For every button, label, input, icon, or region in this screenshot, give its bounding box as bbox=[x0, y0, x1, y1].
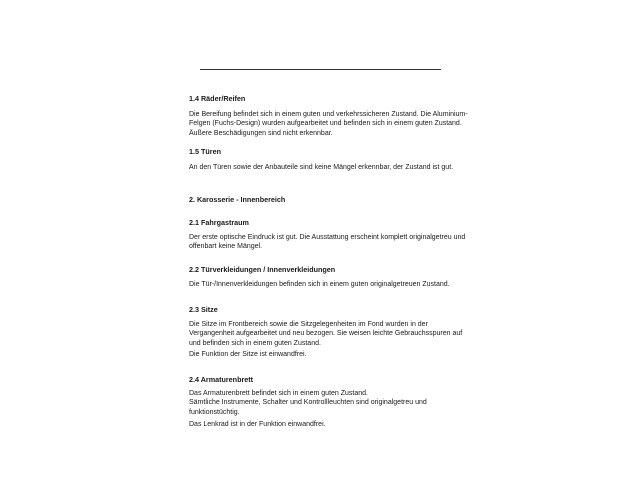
paragraph-tuerverkleidungen bbox=[189, 280, 450, 289]
heading-sitze: 2.3 Sitze bbox=[189, 305, 218, 314]
header-rule bbox=[200, 69, 441, 70]
heading-armaturenbrett: 2.4 Armaturenbrett bbox=[189, 375, 254, 384]
paragraph-line: Die Funktion der Sitze ist einwandfrei. bbox=[189, 351, 307, 358]
paragraph-lenkrad bbox=[189, 420, 326, 429]
paragraph-line: Das Lenkrad ist in der Funktion einwandfrei. bbox=[189, 421, 326, 428]
heading-karosserie-innenbereich: 2. Karosserie - Innenbereich bbox=[189, 195, 286, 204]
paragraph-line: Das Armaturenbrett befindet sich in einem guten Zustand. bbox=[189, 390, 368, 397]
paragraph-line: funktionstüchtig. bbox=[189, 408, 240, 416]
paragraph-line: Der erste optische Eindruck ist gut. Die Ausstattung erscheint komplett originalgetreu und bbox=[189, 234, 466, 241]
paragraph-sitze-funktion bbox=[189, 350, 307, 359]
heading-fahrgastraum: 2.1 Fahrgastraum bbox=[189, 218, 249, 227]
heading-tuerverkleidungen: 2.2 Türverkleidungen / Innenverkleidungen bbox=[189, 265, 336, 274]
paragraph-line: Felgen (Fuchs-Design) wurden aufgearbeitet und befinden sich in einem guten Zustand. bbox=[189, 120, 462, 128]
paragraph-line: Vergangenheit aufgearbeitet und neu bezogen. Sie weisen leichte Gebrauchsspuren auf bbox=[189, 330, 463, 338]
paragraph-line: Die Sitze im Frontbereich sowie die Sitzgelegenheiten im Fond wurden in der bbox=[189, 321, 428, 328]
paragraph-sitze bbox=[189, 320, 462, 348]
paragraph-line: Die Tür-/Innenverkleidungen befinden sich in einem guten originalgetreuen Zustand. bbox=[189, 281, 450, 288]
paragraph-tueren bbox=[189, 163, 453, 172]
paragraph-line: An den Türen sowie der Anbauteile sind keine Mängel erkennbar, der Zustand ist gut. bbox=[189, 164, 454, 171]
paragraph-line: Die Bereifung befindet sich in einem guten und verkehrssicheren Zustand. Die Aluminium- bbox=[189, 111, 468, 118]
paragraph-raeder-reifen bbox=[189, 110, 468, 138]
paragraph-line: und befinden sich in einem guten Zustand. bbox=[189, 339, 321, 347]
paragraph-line: offenbart keine Mängel. bbox=[189, 243, 263, 251]
paragraph-line: Sämtliche Instrumente, Schalter und Kontrollleuchten sind originalgetreu und bbox=[189, 399, 427, 407]
paragraph-line: Äußere Beschädigungen sind nicht erkennbar. bbox=[189, 129, 333, 137]
heading-raeder-reifen: 1.4 Räder/Reifen bbox=[189, 94, 246, 103]
paragraph-fahrgastraum bbox=[189, 233, 465, 252]
heading-tueren: 1.5 Türen bbox=[189, 147, 221, 156]
paragraph-armaturenbrett bbox=[189, 389, 427, 417]
